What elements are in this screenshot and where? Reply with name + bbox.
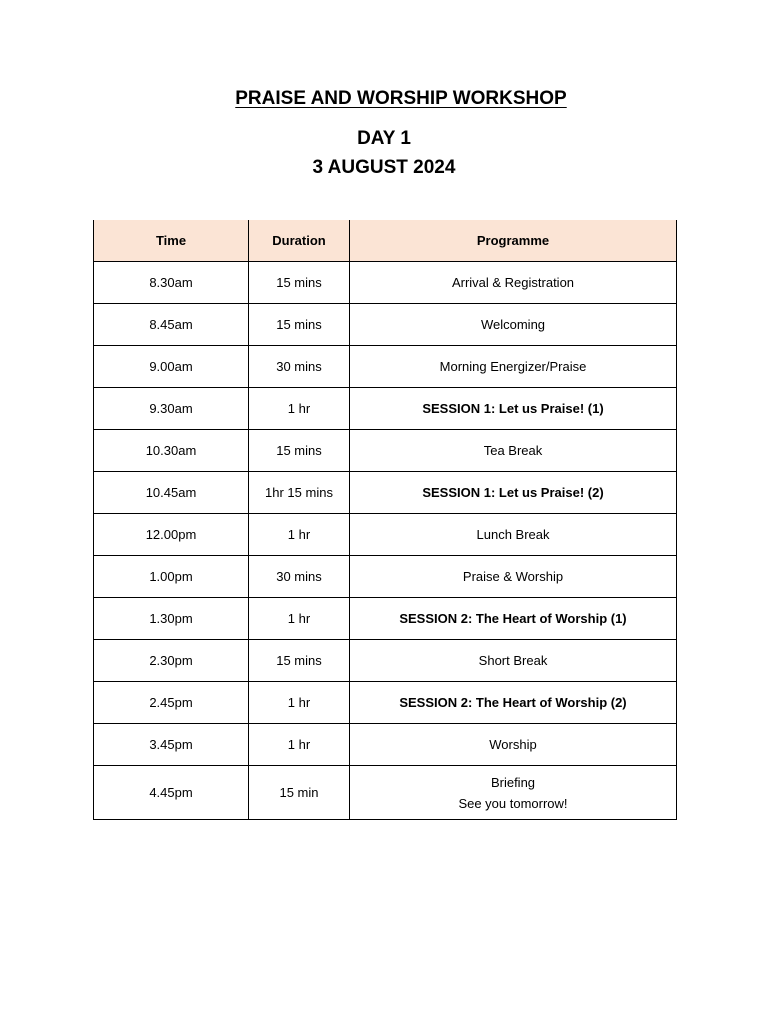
cell-programme: SESSION 2: The Heart of Worship (2) [350,682,677,724]
table-row [94,556,677,598]
cell-duration: 30 mins [249,556,350,598]
cell-programme: SESSION 1: Let us Praise! (1) [350,388,677,430]
table-row [94,430,677,472]
cell-programme: Praise & Worship [350,556,677,598]
cell-duration: 1 hr [249,514,350,556]
date-label: 3 AUGUST 2024 [312,157,456,178]
cell-duration: 1 hr [249,598,350,640]
table-header-row [94,220,677,262]
cell-time: 12.00pm [94,514,249,556]
cell-duration: 1 hr [249,682,350,724]
cell-time: 2.45pm [94,682,249,724]
cell-programme: SESSION 2: The Heart of Worship (1) [350,598,677,640]
table-row [94,598,677,640]
cell-duration: 1 hr [249,388,350,430]
cell-duration: 15 mins [249,262,350,304]
table-row [94,472,677,514]
cell-time: 10.30am [94,430,249,472]
table-row [94,724,677,766]
cell-duration: 15 mins [249,640,350,682]
document-title-text: PRAISE AND WORSHIP WORKSHOP [235,88,567,109]
cell-programme: Short Break [350,640,677,682]
cell-time: 4.45pm [94,766,249,820]
table-row [94,304,677,346]
cell-programme: Worship [350,724,677,766]
table-row [94,682,677,724]
cell-programme [350,766,677,820]
cell-time: 1.30pm [94,598,249,640]
column-header-duration: Duration [249,220,350,262]
column-header-programme: Programme [350,220,677,262]
schedule-body [94,262,677,820]
cell-duration: 15 min [249,766,350,820]
cell-time: 9.00am [94,346,249,388]
cell-programme: Arrival & Registration [350,262,677,304]
cell-time: 8.30am [94,262,249,304]
schedule-table [93,220,677,820]
programme-line-farewell: See you tomorrow! [458,795,568,811]
cell-duration: 15 mins [249,304,350,346]
table-row [94,640,677,682]
table-row [94,388,677,430]
cell-duration: 15 mins [249,430,350,472]
column-header-time: Time [94,220,249,262]
cell-programme: SESSION 1: Let us Praise! (2) [350,472,677,514]
cell-duration: 1 hr [249,724,350,766]
cell-programme: Morning Energizer/Praise [350,346,677,388]
table-row [94,262,677,304]
table-row [94,346,677,388]
cell-programme: Lunch Break [350,514,677,556]
document-title [0,88,768,110]
cell-time: 10.45am [94,472,249,514]
programme-line-briefing: Briefing [490,774,536,790]
table-row [94,766,677,820]
cell-programme: Tea Break [350,430,677,472]
cell-time: 8.45am [94,304,249,346]
cell-programme: Welcoming [350,304,677,346]
cell-time: 9.30am [94,388,249,430]
day-label: DAY 1 [357,128,411,149]
cell-duration: 1hr 15 mins [249,472,350,514]
cell-time: 2.30pm [94,640,249,682]
table-row [94,514,677,556]
cell-time: 1.00pm [94,556,249,598]
cell-duration: 30 mins [249,346,350,388]
cell-time: 3.45pm [94,724,249,766]
